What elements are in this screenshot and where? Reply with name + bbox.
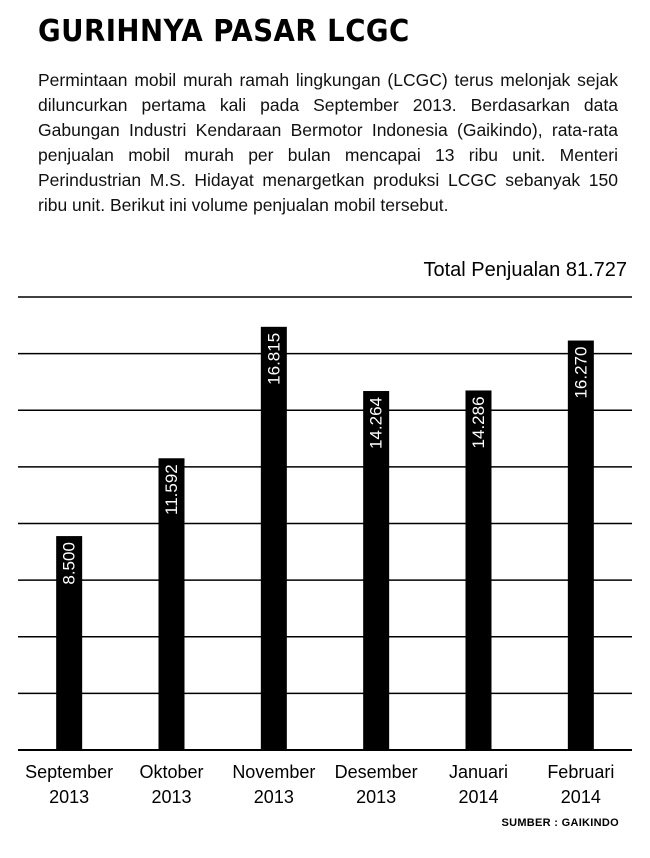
x-tick-label-4-1: 2014 <box>458 787 499 807</box>
x-tick-label-5-0: Februari <box>547 762 615 782</box>
bar-value-label-2: 16.815 <box>264 332 284 385</box>
x-tick-label-3-1: 2013 <box>356 787 397 807</box>
total-sales-label: Total Penjualan 81.727 <box>423 259 627 281</box>
bar-value-label-0: 8.500 <box>59 542 79 585</box>
x-tick-label-2-1: 2013 <box>253 787 294 807</box>
x-tick-label-1-1: 2013 <box>151 787 192 807</box>
bar-value-label-4: 14.286 <box>469 396 488 449</box>
bar-value-label-1: 11.592 <box>162 464 181 516</box>
x-tick-label-0-1: 2013 <box>49 787 90 807</box>
x-tick-label-3-0: Desember <box>334 762 418 782</box>
gridlines <box>18 297 632 750</box>
bars <box>56 327 594 750</box>
x-tick-label-5-1: 2014 <box>560 787 601 807</box>
x-tick-label-0-0: September <box>25 762 114 782</box>
bar-5 <box>568 341 594 750</box>
bar-2 <box>261 327 287 750</box>
source-note: SUMBER : GAIKINDO <box>501 817 619 829</box>
x-axis-labels <box>25 762 614 807</box>
x-tick-label-1-0: Oktober <box>139 762 204 782</box>
chart-title: GURIHNYA PASAR LCGC <box>38 14 410 49</box>
x-tick-label-2-0: November <box>232 762 316 782</box>
bar-value-label-5: 16.270 <box>571 346 591 399</box>
intro-paragraph: Permintaan mobil murah ramah lingkungan (LCGC) terus melonjak sejak diluncurkan pertama kali pada September 2013. Berdasarkan data Gabungan Industri Kendaraan Bermotor Indonesia (Gaikindo), rata-rata penjualan mobil murah per bulan mencapai 13 ribu unit. Menteri Perindustrian M.S. Hidayat menargetkan produksi LCGC sebanyak 150 ribu unit. Berikut ini volume penjualan mobil tersebut. <box>38 70 618 215</box>
x-tick-label-4-0: Januari <box>448 762 509 782</box>
bar-value-label-3: 14.264 <box>366 397 386 450</box>
